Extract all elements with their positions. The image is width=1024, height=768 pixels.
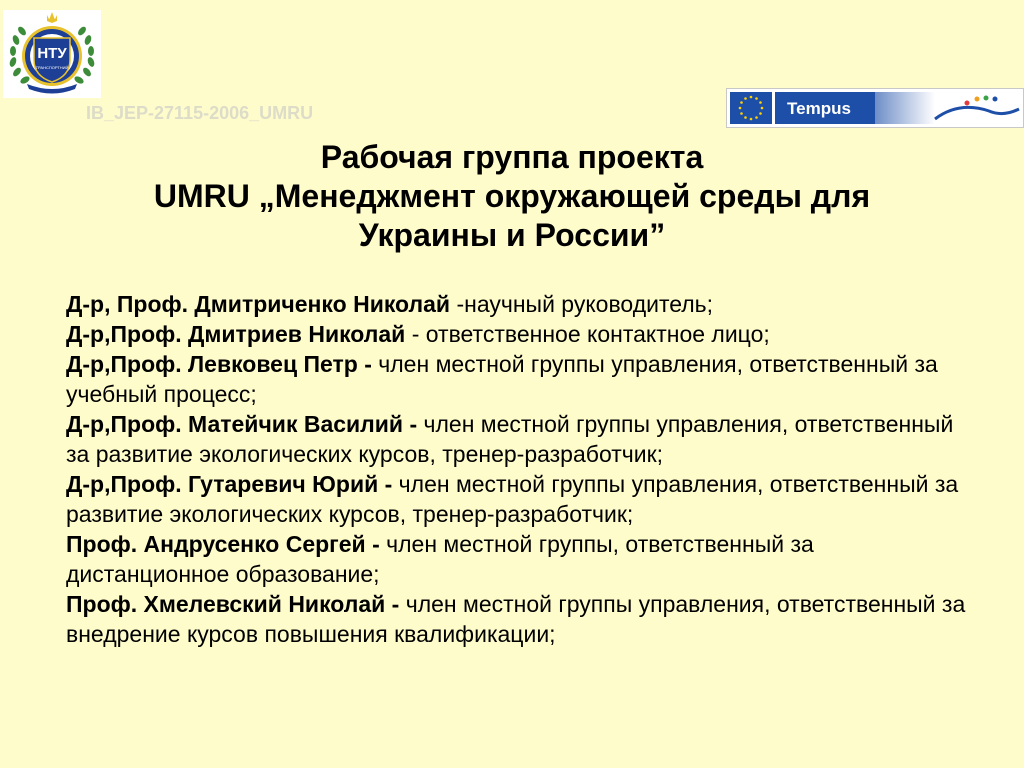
member-name: Д-р,Проф. Гутаревич Юрий - <box>66 471 393 497</box>
member-name: Проф. Хмелевский Николай - <box>66 591 400 617</box>
member-role: -научный руководитель; <box>450 291 714 317</box>
member-role: член местной группы управления, ответственный за учебный процесс; <box>66 351 938 407</box>
ntu-logo-text: НТУ <box>37 45 67 62</box>
member-item <box>66 289 966 319</box>
tempus-eu-logo-icon <box>727 89 1023 127</box>
member-role: член местной группы управления, ответственный за развитие экологических курсов, тренер-разработчик; <box>66 471 959 527</box>
tempus-logo <box>726 88 1024 128</box>
member-item <box>66 529 966 589</box>
title-line-1: Рабочая группа проекта <box>320 139 704 175</box>
project-code: IB_JEP-27115-2006_UMRU <box>86 103 314 123</box>
member-item <box>66 409 966 469</box>
member-item <box>66 349 966 409</box>
member-role: член местной группы, ответственный за дистанционное образование; <box>66 531 814 587</box>
member-name: Д-р, Проф. Дмитриченко Николай <box>66 291 451 317</box>
title-line-3: Украины и России” <box>358 217 666 253</box>
slide-title <box>60 138 964 255</box>
member-item <box>66 589 966 649</box>
ntu-logo-subtext: ТРАНСПОРТНИЙ <box>35 65 69 70</box>
member-item <box>66 319 966 349</box>
member-name: Проф. Андрусенко Сергей - <box>66 531 380 557</box>
title-line-2: UMRU „Менеджмент окружающей среды для <box>153 178 871 214</box>
members-list <box>66 289 966 649</box>
member-role: - ответственное контактное лицо; <box>411 321 770 347</box>
member-name: Д-р,Проф. Левковец Петр - <box>66 351 372 377</box>
tempus-logo-text: Tempus <box>787 99 851 118</box>
member-role: член местной группы управления, ответственный за внедрение курсов повышения квалификации; <box>66 591 966 647</box>
ntu-logo <box>3 10 101 98</box>
member-name: Д-р,Проф. Дмитриев Николай <box>66 321 412 347</box>
member-role: член местной группы управления, ответственный за развитие экологических курсов, тренер-разработчик; <box>66 411 954 467</box>
member-item <box>66 469 966 529</box>
member-name: Д-р,Проф. Матейчик Василий - <box>66 411 418 437</box>
ntu-emblem-icon <box>3 10 101 98</box>
